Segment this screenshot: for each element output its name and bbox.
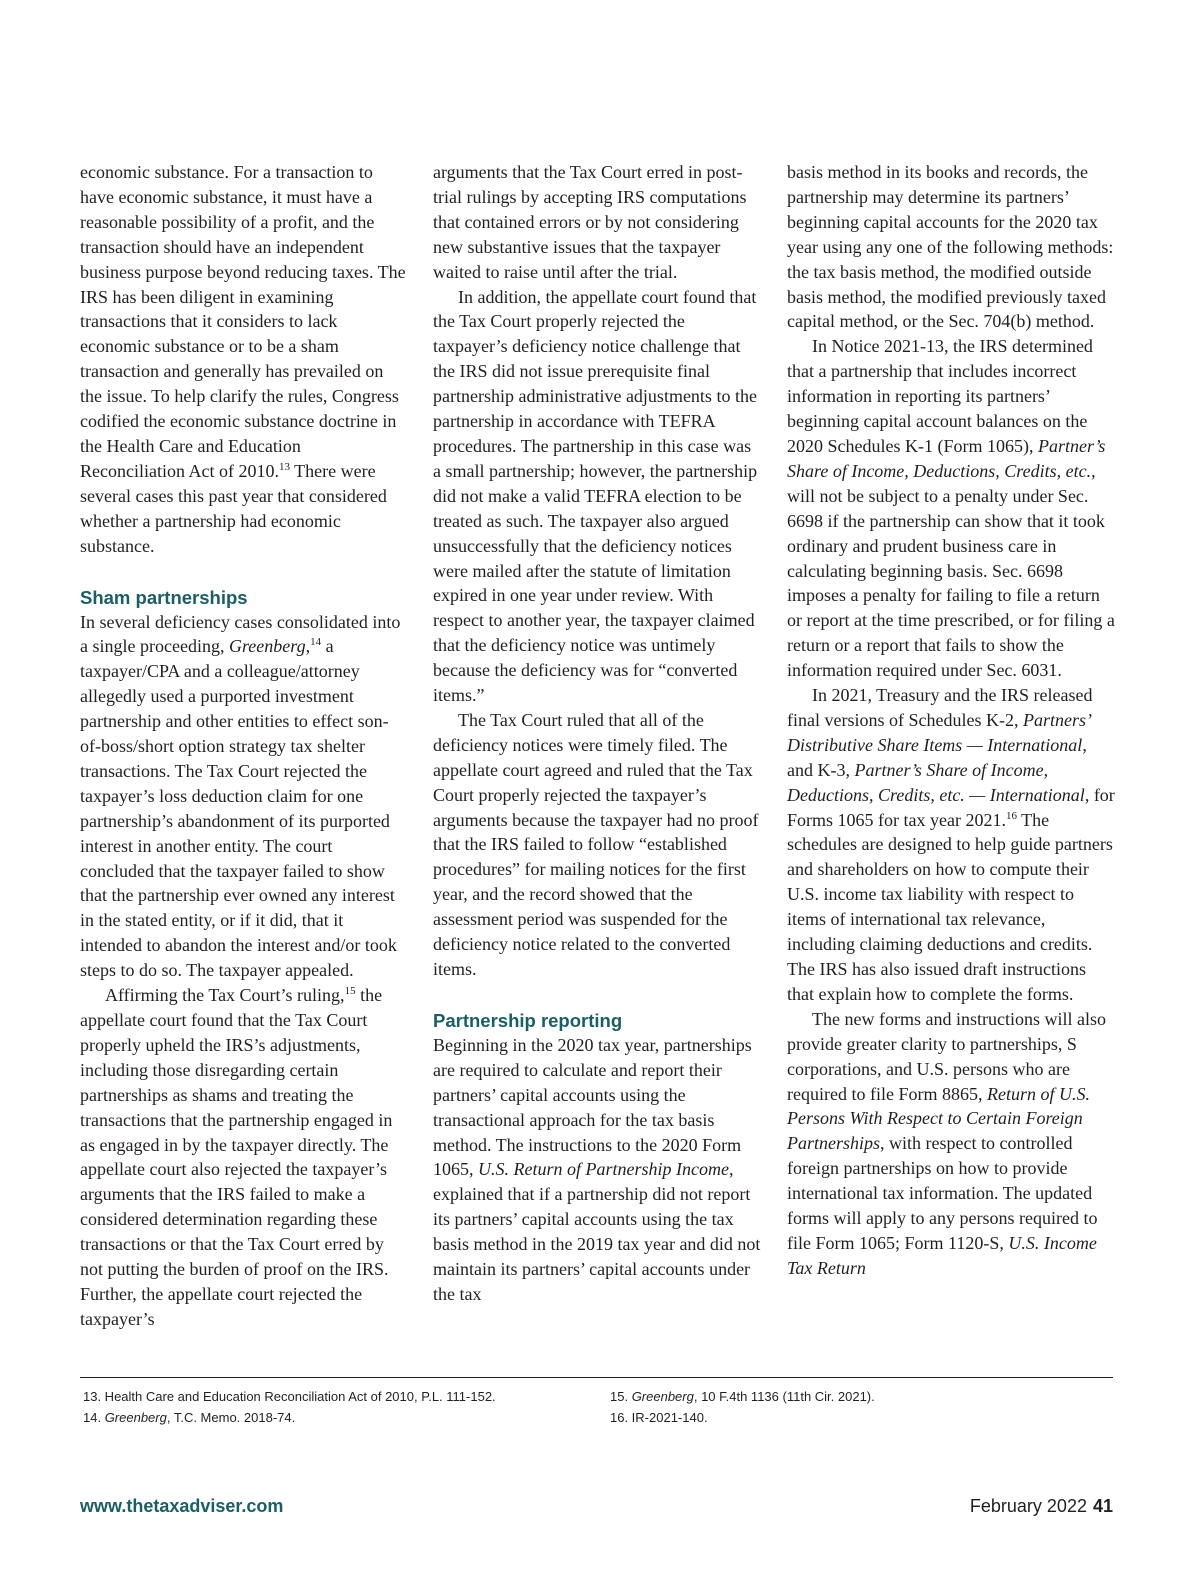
page-info [970,1495,1113,1517]
body-paragraph: The new forms and instructions will also provide greater clarity to partnerships, S corporations, and U.S. persons who are required to file Form 8865, Return of U.S. Persons With Respect to Certain Foreign Partnerships, with respect to controlled foreign partnerships on how to provide international tax information. The updated forms will apply to any persons required to file Form 1065; Form 1120-S, U.S. Income Tax Return [787,1008,1106,1278]
footnote-13: 13. Health Care and Education Reconciliation Act of 2010, P.L. 111-152. [83,1389,496,1404]
footnote-ref-15[interactable]: 15 [344,985,356,998]
article-column-3 [787,160,1115,1281]
footnote-ref-14[interactable]: 14 [310,636,322,649]
website-link[interactable]: www.thetaxadviser.com [80,1496,284,1516]
footnote-ref-13[interactable]: 13 [278,460,290,473]
body-paragraph: In 2021, Treasury and the IRS released final versions of Schedules K-2, Partners’ Distributive Share Items — International, and K-3, Partner’s Share of Income, Deductions, Credits, etc. — International, for Forms 1065 for tax year 2021.16 The schedules are designed to help guide partners and shareholders on how to compute their U.S. income tax liability with respect to items of international tax relevance, including claiming deductions and credits. The IRS has also issued draft instructions that explain how to complete the forms. [787,685,1115,1004]
body-paragraph: The Tax Court ruled that all of the deficiency notices were timely filed. The appellate court agreed and ruled that the Tax Court properly rejected the taxpayer’s arguments because the taxpayer had no proof that the IRS failed to follow “established procedures” for mailing notices for the first year, and the record showed that the assessment period was suspended for the deficiency notice related to the converted items. [433,709,759,979]
footnote-14: 14. Greenberg, T.C. Memo. 2018-74. [83,1410,296,1425]
body-paragraph: In Notice 2021-13, the IRS determined that a partnership that includes incorrect information in reporting its partners’ beginning capital account balances on the 2020 Schedules K-1 (Form 1065), Partner’s Share of Income, Deductions, Credits, etc., will not be subject to a penalty under Sec. 6698 if the partnership can show that it took ordinary and prudent business care in calculating beginning basis. Sec. 6698 imposes a penalty for failing to file a return or report at the time prescribed, or for filing a return or a report that fails to show the information required under Sec. 6031. [787,336,1115,681]
body-paragraph: arguments that the Tax Court erred in post-trial rulings by accepting IRS computations that contained errors or by not considering new substantive issues that the taxpayer waited to raise until after the trial. [433,162,747,282]
body-paragraph: basis method in its books and records, the partnership may determine its partners’ beginning capital accounts for the 2020 tax year using any one of the following methods: the tax basis method, the modified outside basis method, the modified previously taxed capital method, or the Sec. 704(b) method. [787,162,1114,332]
footnote-divider [80,1377,1113,1378]
body-paragraph: Beginning in the 2020 tax year, partnerships are required to calculate and report their partners’ capital accounts using the transactional approach for the tax basis method. The instructions to the 2020 Form 1065, U.S. Return of Partnership Income, explained that if a partnership did not report its partners’ capital accounts using the tax basis method in the 2019 tax year and did not maintain its partners’ capital accounts under the tax [433,1034,761,1304]
footnote-16: 16. IR-2021-140. [610,1410,708,1425]
issue-date: February 2022 [969,1496,1087,1516]
footnote-15: 15. Greenberg, 10 F.4th 1136 (11th Cir. 2021). [610,1389,875,1404]
article-column-2 [433,160,761,1307]
section-heading-sham-partnerships: Sham partnerships [80,586,248,608]
body-paragraph: In several deficiency cases consolidated into a single proceeding, Greenberg,$^{14}$ a taxpayer/CPA and a colleague/attorney allegedly used a purported investment partnership and other entities to effect son-of-boss/short option strategy tax shelter transactions. The Tax Court rejected the taxpayer’s loss deduction claim for one partnership’s abandonment of its purported interest in another entity. The court concluded that the taxpayer failed to show that the partnership ever owned any interest in the stated entity, or if it did, that it intended to abandon the interest and/or took steps to do so. The taxpayer appealed. [80,611,401,981]
footnote-ref-16[interactable]: 16 [1005,809,1017,822]
article-column-1 [80,160,408,1332]
body-paragraph: economic substance. For a transaction to have economic substance, it must have a reasonable possibility of a profit, and the transaction should have an independent business purpose beyond reducing taxes. The IRS has been diligent in examining transactions that it considers to lack economic substance or to be a sham transaction and generally has prevailed on the issue. To help clarify the rules, Congress codified the economic substance doctrine in the Health Care and Education Reconciliation Act of 2010.13 There were several cases this past year that considered whether a partnership had economic substance. [80,162,406,556]
section-heading-partnership-reporting: Partnership reporting [433,1009,623,1031]
body-paragraph: Affirming the Tax Court’s ruling,$^{15}$ the appellate court found that the Tax Court properly upheld the IRS’s adjustments, including those disregarding certain partnerships as shams and treating the transactions that the partnership engaged in as engaged in by the taxpayer directly. The appellate court also rejected the taxpayer’s arguments that the IRS failed to make a considered determination regarding these transactions or that the Tax Court erred by not putting the burden of proof on the IRS. Further, the appellate court rejected the taxpayer’s [80,985,393,1329]
body-paragraph: In addition, the appellate court found that the Tax Court properly rejected the taxpayer’s deficiency notice challenge that the IRS did not issue prerequisite final partnership administrative adjustments to the partnership in accordance with TEFRA procedures. The partnership in this case was a small partnership; however, the partnership did not make a valid TEFRA election to be treated as such. The taxpayer also argued unsuccessfully that the deficiency notices were mailed after the statute of limitation expired in one year under review. With respect to another year, the taxpayer claimed that the deficiency notice was untimely because the deficiency was for “converted items.” [433,286,758,706]
page-number: 41 [1092,1496,1113,1516]
